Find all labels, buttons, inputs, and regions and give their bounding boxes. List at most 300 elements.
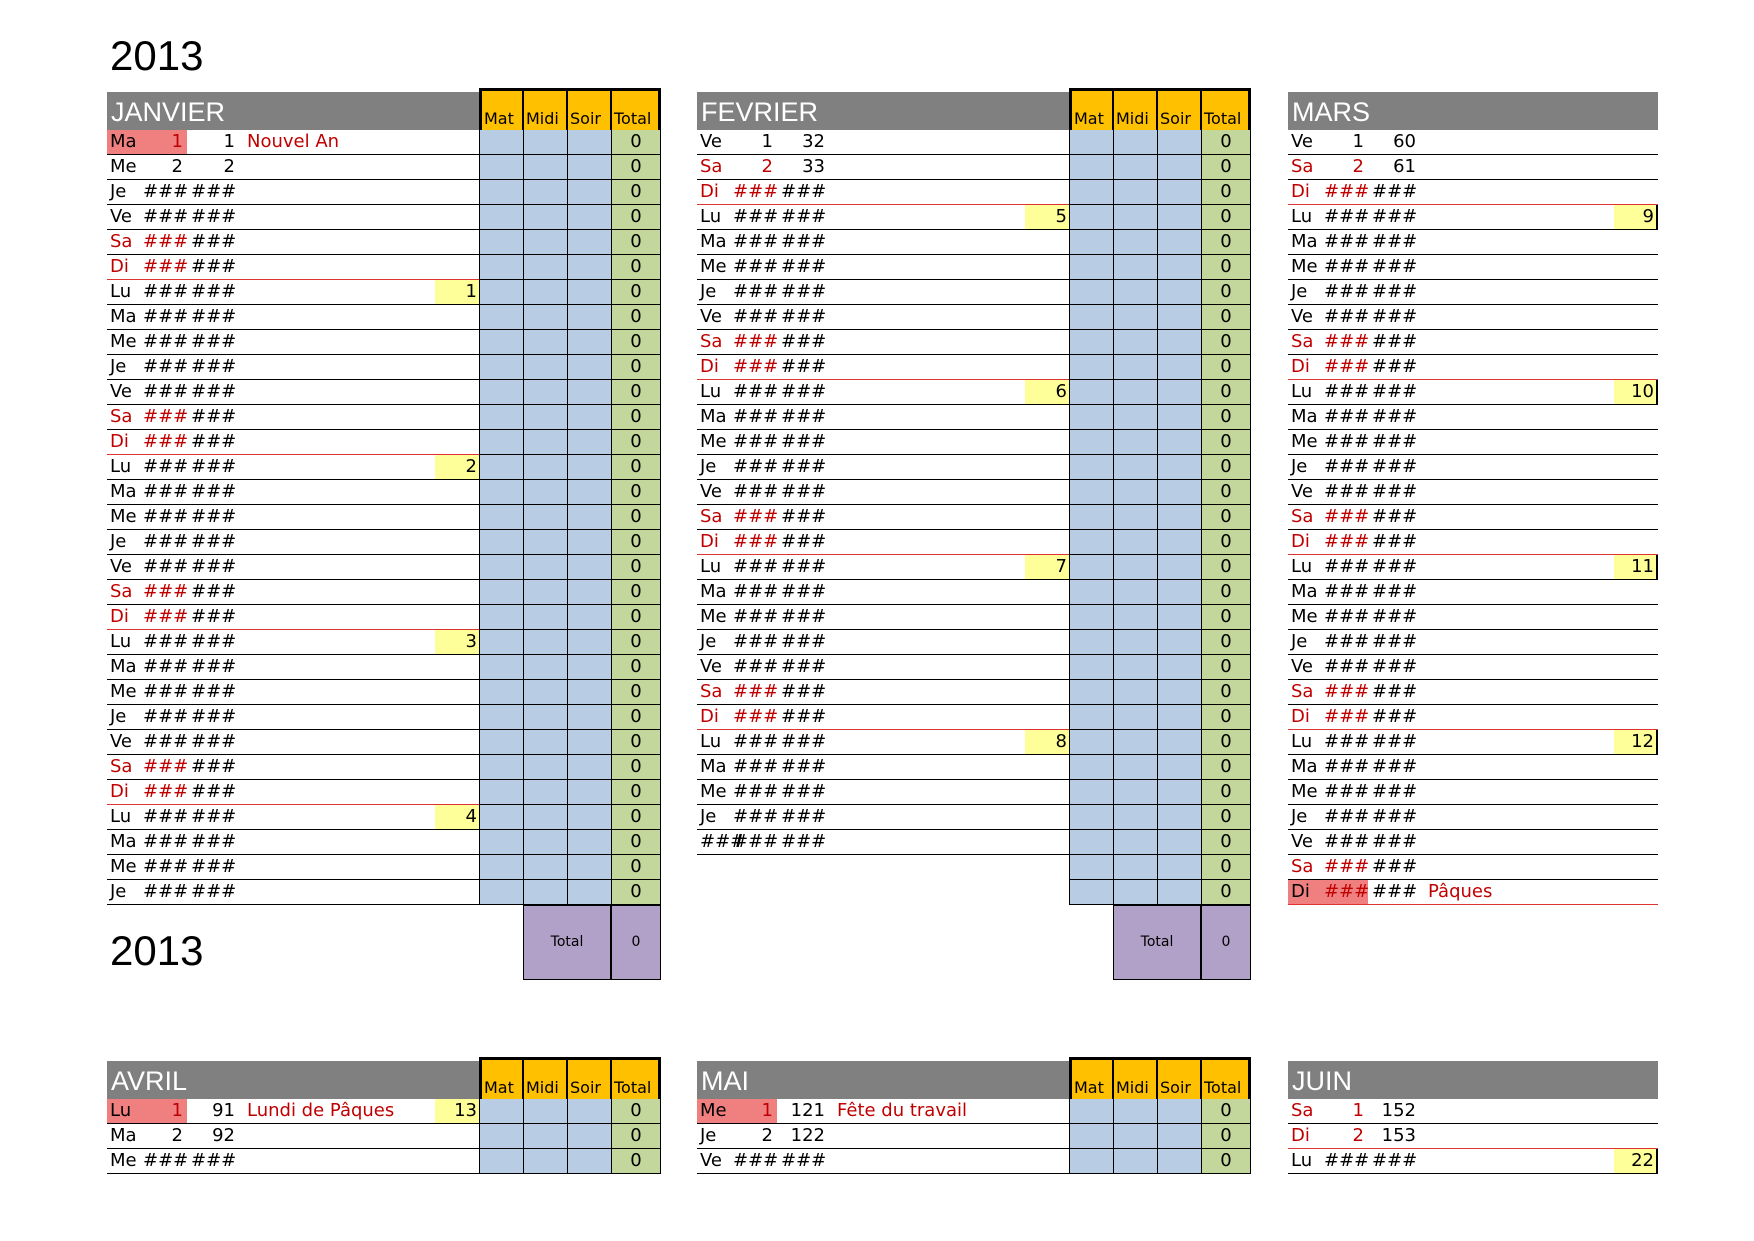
meal-cell-soir[interactable] bbox=[567, 780, 611, 805]
meal-cell-mat[interactable] bbox=[479, 705, 523, 730]
meal-cell-midi[interactable] bbox=[523, 330, 567, 355]
day-abbrev: Ma bbox=[1291, 756, 1318, 777]
meal-cell-mat[interactable] bbox=[479, 505, 523, 530]
day-abbrev: Me bbox=[110, 856, 137, 877]
meal-cell-midi[interactable] bbox=[1113, 455, 1157, 480]
meal-cell-midi[interactable] bbox=[523, 730, 567, 755]
day-of-year: 122 bbox=[790, 1125, 825, 1146]
meal-cell-soir[interactable] bbox=[1157, 805, 1201, 830]
meal-cell-mat[interactable] bbox=[479, 280, 523, 305]
day-abbrev: Ma bbox=[110, 831, 137, 852]
month-total-label: Total bbox=[523, 905, 611, 980]
meal-cell-soir[interactable] bbox=[1157, 780, 1201, 805]
meal-cell-mat[interactable] bbox=[479, 780, 523, 805]
meal-cell-mat[interactable] bbox=[479, 380, 523, 405]
day-abbrev: Lu bbox=[110, 806, 132, 827]
meal-cell-midi[interactable] bbox=[1113, 505, 1157, 530]
day-row bbox=[107, 180, 661, 205]
day-row bbox=[1288, 130, 1658, 155]
meal-cell-midi[interactable] bbox=[1113, 705, 1157, 730]
week-number: 9 bbox=[1614, 205, 1658, 229]
meal-cell-soir[interactable] bbox=[567, 180, 611, 205]
meal-cell-mat[interactable] bbox=[1069, 630, 1113, 655]
meal-cell-mat[interactable] bbox=[479, 205, 523, 230]
meal-cell-soir[interactable] bbox=[1157, 330, 1201, 355]
day-number: ### bbox=[143, 581, 189, 602]
meal-cell-midi[interactable] bbox=[1113, 530, 1157, 555]
meal-cell-soir[interactable] bbox=[1157, 155, 1201, 180]
meal-cell-soir[interactable] bbox=[1157, 230, 1201, 255]
meal-cell-mat[interactable] bbox=[479, 130, 523, 155]
meal-cell-midi[interactable] bbox=[523, 405, 567, 430]
meal-cell-mat[interactable] bbox=[479, 755, 523, 780]
meal-cell-soir[interactable] bbox=[1157, 505, 1201, 530]
meal-cell-midi[interactable] bbox=[523, 280, 567, 305]
meal-cell-midi[interactable] bbox=[1113, 330, 1157, 355]
meal-cell-mat[interactable] bbox=[479, 1124, 523, 1149]
meal-cell-midi[interactable] bbox=[523, 705, 567, 730]
column-header-mat: Mat bbox=[1069, 88, 1113, 130]
day-of-year: ### bbox=[1372, 381, 1418, 402]
meal-cell-midi[interactable] bbox=[1113, 305, 1157, 330]
day-number: ### bbox=[1324, 606, 1370, 627]
day-number: ### bbox=[143, 681, 189, 702]
day-abbrev: Sa bbox=[1291, 331, 1314, 352]
meal-cell-midi[interactable] bbox=[1113, 155, 1157, 180]
day-number: ### bbox=[1324, 531, 1370, 552]
day-abbrev: Je bbox=[110, 881, 127, 902]
day-of-year: ### bbox=[191, 556, 237, 577]
meal-cell-mat[interactable] bbox=[1069, 830, 1113, 855]
day-number: ### bbox=[143, 531, 189, 552]
day-number: ### bbox=[1324, 581, 1370, 602]
meal-cell-mat[interactable] bbox=[479, 405, 523, 430]
day-row bbox=[1288, 855, 1658, 880]
day-abbrev: Ma bbox=[1291, 231, 1318, 252]
meal-cell-midi[interactable] bbox=[1113, 280, 1157, 305]
meal-cell-soir[interactable] bbox=[567, 555, 611, 580]
meal-cell-soir[interactable] bbox=[1157, 280, 1201, 305]
meal-cell-midi[interactable] bbox=[523, 1149, 567, 1174]
day-of-year: ### bbox=[781, 731, 827, 752]
meal-cell-soir[interactable] bbox=[1157, 305, 1201, 330]
meal-cell-midi[interactable] bbox=[523, 555, 567, 580]
meal-cell-mat[interactable] bbox=[479, 855, 523, 880]
meal-cell-mat[interactable] bbox=[1069, 680, 1113, 705]
year-title-middle: 2013 bbox=[110, 927, 204, 974]
meal-cell-mat[interactable] bbox=[479, 455, 523, 480]
meal-cell-midi[interactable] bbox=[1113, 805, 1157, 830]
meal-cell-mat[interactable] bbox=[479, 830, 523, 855]
day-row bbox=[697, 680, 1251, 705]
meal-cell-mat[interactable] bbox=[1069, 505, 1113, 530]
meal-cell-soir[interactable] bbox=[1157, 705, 1201, 730]
meal-cell-mat[interactable] bbox=[479, 1149, 523, 1174]
day-abbrev: Sa bbox=[700, 156, 723, 177]
day-of-year: ### bbox=[1372, 556, 1418, 577]
meal-cell-midi[interactable] bbox=[1113, 605, 1157, 630]
meal-cell-midi[interactable] bbox=[523, 680, 567, 705]
meal-cell-midi[interactable] bbox=[523, 580, 567, 605]
meal-cell-soir[interactable] bbox=[1157, 1124, 1201, 1149]
meal-cell-soir[interactable] bbox=[567, 730, 611, 755]
meal-cell-mat[interactable] bbox=[479, 180, 523, 205]
day-number: 2 bbox=[761, 1125, 773, 1146]
meal-cell-midi[interactable] bbox=[1113, 780, 1157, 805]
meal-cell-midi[interactable] bbox=[523, 205, 567, 230]
meal-cell-soir[interactable] bbox=[567, 1124, 611, 1149]
meal-cell-mat[interactable] bbox=[479, 580, 523, 605]
meal-cell-midi[interactable] bbox=[1113, 480, 1157, 505]
meal-cell-soir[interactable] bbox=[1157, 580, 1201, 605]
day-of-year: ### bbox=[1372, 306, 1418, 327]
meal-cell-soir[interactable] bbox=[1157, 430, 1201, 455]
meal-cell-midi[interactable] bbox=[1113, 430, 1157, 455]
meal-cell-soir[interactable] bbox=[1157, 755, 1201, 780]
meal-cell-midi[interactable] bbox=[1113, 880, 1157, 905]
meal-cell-mat[interactable] bbox=[479, 330, 523, 355]
day-of-year: ### bbox=[781, 181, 827, 202]
meal-cell-mat[interactable] bbox=[1069, 755, 1113, 780]
day-row bbox=[1288, 630, 1658, 655]
meal-cell-midi[interactable] bbox=[1113, 655, 1157, 680]
day-of-year: ### bbox=[781, 506, 827, 527]
column-header-total: Total bbox=[611, 1057, 661, 1099]
meal-cell-midi[interactable] bbox=[523, 180, 567, 205]
day-abbrev: Sa bbox=[700, 681, 723, 702]
day-row bbox=[697, 355, 1251, 380]
meal-cell-soir[interactable] bbox=[1157, 530, 1201, 555]
meal-cell-soir[interactable] bbox=[567, 1149, 611, 1174]
meal-cell-midi[interactable] bbox=[1113, 1149, 1157, 1174]
meal-cell-midi[interactable] bbox=[1113, 255, 1157, 280]
meal-cell-mat[interactable] bbox=[1069, 1124, 1113, 1149]
meal-cell-midi[interactable] bbox=[1113, 355, 1157, 380]
meal-cell-soir[interactable] bbox=[1157, 255, 1201, 280]
meal-cell-mat[interactable] bbox=[479, 530, 523, 555]
meal-cell-soir[interactable] bbox=[567, 230, 611, 255]
meal-cell-midi[interactable] bbox=[523, 1099, 567, 1124]
meal-cell-midi[interactable] bbox=[523, 630, 567, 655]
meal-cell-soir[interactable] bbox=[1157, 180, 1201, 205]
day-row bbox=[1288, 780, 1658, 805]
meal-cell-midi[interactable] bbox=[523, 480, 567, 505]
day-total-cell: 0 bbox=[1201, 1149, 1251, 1174]
day-abbrev: Lu bbox=[110, 631, 132, 652]
meal-cell-mat[interactable] bbox=[1069, 555, 1113, 580]
meal-cell-midi[interactable] bbox=[523, 355, 567, 380]
meal-cell-midi[interactable] bbox=[1113, 755, 1157, 780]
meal-cell-mat[interactable] bbox=[1069, 380, 1113, 405]
meal-cell-midi[interactable] bbox=[523, 430, 567, 455]
meal-cell-soir[interactable] bbox=[567, 580, 611, 605]
meal-cell-soir[interactable] bbox=[567, 305, 611, 330]
day-abbrev: Me bbox=[1291, 606, 1318, 627]
day-total-cell: 0 bbox=[1201, 305, 1251, 330]
meal-cell-mat[interactable] bbox=[1069, 480, 1113, 505]
day-row bbox=[1288, 1149, 1658, 1174]
meal-cell-midi[interactable] bbox=[523, 855, 567, 880]
meal-cell-mat[interactable] bbox=[1069, 530, 1113, 555]
meal-cell-soir[interactable] bbox=[567, 155, 611, 180]
meal-cell-mat[interactable] bbox=[1069, 405, 1113, 430]
day-total-cell: 0 bbox=[1201, 805, 1251, 830]
meal-cell-mat[interactable] bbox=[479, 305, 523, 330]
meal-cell-midi[interactable] bbox=[523, 380, 567, 405]
meal-cell-soir[interactable] bbox=[1157, 480, 1201, 505]
day-abbrev: Je bbox=[110, 356, 127, 377]
meal-cell-mat[interactable] bbox=[1069, 1099, 1113, 1124]
meal-cell-mat[interactable] bbox=[1069, 455, 1113, 480]
meal-cell-soir[interactable] bbox=[1157, 130, 1201, 155]
meal-cell-midi[interactable] bbox=[523, 830, 567, 855]
meal-cell-midi[interactable] bbox=[523, 455, 567, 480]
meal-cell-mat[interactable] bbox=[1069, 705, 1113, 730]
day-number: ### bbox=[733, 756, 779, 777]
meal-cell-soir[interactable] bbox=[567, 380, 611, 405]
meal-cell-soir[interactable] bbox=[1157, 605, 1201, 630]
meal-cell-soir[interactable] bbox=[1157, 205, 1201, 230]
meal-cell-mat[interactable] bbox=[1069, 880, 1113, 905]
meal-cell-midi[interactable] bbox=[523, 655, 567, 680]
day-total-cell: 0 bbox=[611, 605, 661, 630]
meal-cell-mat[interactable] bbox=[1069, 780, 1113, 805]
meal-cell-soir[interactable] bbox=[1157, 855, 1201, 880]
day-row bbox=[1288, 1124, 1658, 1149]
meal-cell-mat[interactable] bbox=[479, 630, 523, 655]
meal-cell-mat[interactable] bbox=[1069, 730, 1113, 755]
meal-cell-soir[interactable] bbox=[567, 605, 611, 630]
meal-cell-mat[interactable] bbox=[1069, 155, 1113, 180]
meal-cell-soir[interactable] bbox=[567, 280, 611, 305]
day-number: ### bbox=[143, 356, 189, 377]
holiday-name: Fête du travail bbox=[837, 1100, 968, 1121]
meal-cell-mat[interactable] bbox=[479, 680, 523, 705]
meal-cell-midi[interactable] bbox=[1113, 730, 1157, 755]
meal-cell-midi[interactable] bbox=[1113, 630, 1157, 655]
day-of-year: ### bbox=[781, 481, 827, 502]
meal-cell-soir[interactable] bbox=[1157, 630, 1201, 655]
meal-cell-midi[interactable] bbox=[1113, 130, 1157, 155]
meal-cell-soir[interactable] bbox=[1157, 455, 1201, 480]
meal-cell-mat[interactable] bbox=[479, 805, 523, 830]
meal-cell-mat[interactable] bbox=[1069, 430, 1113, 455]
holiday-name: Pâques bbox=[1428, 881, 1493, 902]
meal-cell-soir[interactable] bbox=[567, 755, 611, 780]
meal-cell-soir[interactable] bbox=[567, 880, 611, 905]
day-total-cell: 0 bbox=[611, 580, 661, 605]
meal-cell-soir[interactable] bbox=[567, 255, 611, 280]
meal-cell-soir[interactable] bbox=[1157, 380, 1201, 405]
meal-cell-soir[interactable] bbox=[567, 630, 611, 655]
meal-cell-mat[interactable] bbox=[1069, 130, 1113, 155]
day-row bbox=[107, 630, 661, 655]
meal-cell-soir[interactable] bbox=[1157, 730, 1201, 755]
day-of-year: ### bbox=[191, 506, 237, 527]
column-header-soir: Soir bbox=[567, 88, 611, 130]
day-row bbox=[697, 180, 1251, 205]
meal-cell-midi[interactable] bbox=[523, 1124, 567, 1149]
meal-cell-mat[interactable] bbox=[1069, 205, 1113, 230]
meal-cell-soir[interactable] bbox=[567, 505, 611, 530]
day-of-year: ### bbox=[1372, 181, 1418, 202]
day-row bbox=[107, 1124, 661, 1149]
meal-cell-mat[interactable] bbox=[1069, 580, 1113, 605]
meal-cell-soir[interactable] bbox=[567, 530, 611, 555]
meal-cell-mat[interactable] bbox=[479, 1099, 523, 1124]
meal-cell-soir[interactable] bbox=[567, 430, 611, 455]
meal-cell-midi[interactable] bbox=[1113, 555, 1157, 580]
meal-cell-mat[interactable] bbox=[479, 430, 523, 455]
meal-cell-midi[interactable] bbox=[1113, 405, 1157, 430]
meal-cell-midi[interactable] bbox=[523, 505, 567, 530]
meal-cell-soir[interactable] bbox=[567, 655, 611, 680]
meal-cell-soir[interactable] bbox=[1157, 880, 1201, 905]
meal-cell-mat[interactable] bbox=[1069, 330, 1113, 355]
meal-cell-midi[interactable] bbox=[1113, 830, 1157, 855]
day-number: ### bbox=[143, 1150, 189, 1171]
meal-cell-midi[interactable] bbox=[1113, 380, 1157, 405]
day-abbrev: Sa bbox=[700, 331, 723, 352]
meal-cell-soir[interactable] bbox=[567, 805, 611, 830]
day-total-cell: 0 bbox=[1201, 730, 1251, 755]
day-of-year: 33 bbox=[802, 156, 825, 177]
meal-cell-soir[interactable] bbox=[567, 330, 611, 355]
meal-cell-mat[interactable] bbox=[1069, 605, 1113, 630]
meal-cell-mat[interactable] bbox=[479, 230, 523, 255]
week-number: 8 bbox=[1025, 730, 1069, 754]
meal-cell-midi[interactable] bbox=[523, 805, 567, 830]
meal-cell-mat[interactable] bbox=[1069, 655, 1113, 680]
day-row bbox=[107, 655, 661, 680]
meal-cell-mat[interactable] bbox=[1069, 230, 1113, 255]
meal-cell-soir[interactable] bbox=[567, 405, 611, 430]
day-abbrev: Me bbox=[700, 781, 727, 802]
day-abbrev: Je bbox=[110, 181, 127, 202]
meal-cell-midi[interactable] bbox=[1113, 855, 1157, 880]
day-total-cell: 0 bbox=[611, 180, 661, 205]
meal-cell-soir[interactable] bbox=[1157, 680, 1201, 705]
meal-cell-soir[interactable] bbox=[1157, 555, 1201, 580]
meal-cell-soir[interactable] bbox=[1157, 830, 1201, 855]
meal-cell-mat[interactable] bbox=[479, 730, 523, 755]
meal-cell-mat[interactable] bbox=[479, 255, 523, 280]
meal-cell-mat[interactable] bbox=[479, 655, 523, 680]
day-row bbox=[1288, 755, 1658, 780]
day-abbrev: Je bbox=[700, 631, 717, 652]
week-number: 7 bbox=[1025, 555, 1069, 579]
meal-cell-midi[interactable] bbox=[523, 880, 567, 905]
day-total-cell: 0 bbox=[1201, 580, 1251, 605]
meal-cell-soir[interactable] bbox=[1157, 355, 1201, 380]
meal-cell-mat[interactable] bbox=[479, 880, 523, 905]
meal-cell-midi[interactable] bbox=[523, 230, 567, 255]
day-abbrev: Sa bbox=[1291, 156, 1314, 177]
meal-cell-midi[interactable] bbox=[523, 755, 567, 780]
day-total-cell: 0 bbox=[1201, 480, 1251, 505]
day-number: ### bbox=[1324, 181, 1370, 202]
meal-cell-mat[interactable] bbox=[479, 555, 523, 580]
day-abbrev: Me bbox=[700, 256, 727, 277]
day-of-year: ### bbox=[191, 856, 237, 877]
day-abbrev: Sa bbox=[110, 756, 133, 777]
meal-cell-mat[interactable] bbox=[479, 355, 523, 380]
meal-cell-midi[interactable] bbox=[523, 155, 567, 180]
day-row bbox=[697, 330, 1251, 355]
meal-cell-soir[interactable] bbox=[1157, 1099, 1201, 1124]
meal-cell-soir[interactable] bbox=[567, 680, 611, 705]
day-abbrev: Di bbox=[110, 606, 129, 627]
day-number: ### bbox=[143, 431, 189, 452]
meal-cell-mat[interactable] bbox=[479, 480, 523, 505]
meal-cell-midi[interactable] bbox=[523, 530, 567, 555]
meal-cell-mat[interactable] bbox=[479, 605, 523, 630]
day-abbrev: Di bbox=[1291, 181, 1310, 202]
meal-cell-mat[interactable] bbox=[1069, 855, 1113, 880]
meal-cell-soir[interactable] bbox=[1157, 405, 1201, 430]
meal-cell-midi[interactable] bbox=[523, 255, 567, 280]
day-row bbox=[697, 430, 1251, 455]
meal-cell-mat[interactable] bbox=[1069, 355, 1113, 380]
meal-cell-soir[interactable] bbox=[567, 455, 611, 480]
meal-cell-mat[interactable] bbox=[1069, 180, 1113, 205]
meal-cell-soir[interactable] bbox=[567, 205, 611, 230]
year-title-top: 2013 bbox=[110, 32, 204, 79]
day-of-year: ### bbox=[781, 406, 827, 427]
meal-cell-midi[interactable] bbox=[1113, 1124, 1157, 1149]
meal-cell-midi[interactable] bbox=[1113, 1099, 1157, 1124]
meal-cell-mat[interactable] bbox=[1069, 1149, 1113, 1174]
day-abbrev: Ve bbox=[1291, 131, 1313, 152]
meal-cell-soir[interactable] bbox=[567, 1099, 611, 1124]
day-number: 2 bbox=[1352, 156, 1364, 177]
meal-cell-soir[interactable] bbox=[567, 830, 611, 855]
meal-cell-mat[interactable] bbox=[1069, 255, 1113, 280]
meal-cell-soir[interactable] bbox=[567, 855, 611, 880]
meal-cell-mat[interactable] bbox=[1069, 305, 1113, 330]
day-number: ### bbox=[1324, 206, 1370, 227]
day-abbrev: Je bbox=[1291, 631, 1308, 652]
meal-cell-mat[interactable] bbox=[479, 155, 523, 180]
meal-cell-soir[interactable] bbox=[1157, 1149, 1201, 1174]
week-number: 4 bbox=[435, 805, 479, 829]
day-abbrev: Je bbox=[1291, 456, 1308, 477]
day-row bbox=[107, 555, 661, 580]
meal-cell-midi[interactable] bbox=[523, 780, 567, 805]
meal-cell-soir[interactable] bbox=[567, 130, 611, 155]
meal-cell-midi[interactable] bbox=[1113, 580, 1157, 605]
meal-cell-midi[interactable] bbox=[1113, 205, 1157, 230]
meal-cell-midi[interactable] bbox=[523, 305, 567, 330]
meal-cell-midi[interactable] bbox=[523, 605, 567, 630]
day-row bbox=[1288, 1099, 1658, 1124]
meal-cell-soir[interactable] bbox=[567, 355, 611, 380]
month-header bbox=[107, 1061, 479, 1099]
meal-cell-soir[interactable] bbox=[567, 705, 611, 730]
meal-cell-mat[interactable] bbox=[1069, 805, 1113, 830]
meal-cell-midi[interactable] bbox=[1113, 680, 1157, 705]
day-number: ### bbox=[143, 731, 189, 752]
day-abbrev: Je bbox=[110, 531, 127, 552]
meal-cell-mat[interactable] bbox=[1069, 280, 1113, 305]
meal-cell-midi[interactable] bbox=[1113, 180, 1157, 205]
meal-cell-soir[interactable] bbox=[1157, 655, 1201, 680]
meal-cell-midi[interactable] bbox=[1113, 230, 1157, 255]
day-row bbox=[107, 580, 661, 605]
meal-cell-midi[interactable] bbox=[523, 130, 567, 155]
day-abbrev: Ve bbox=[700, 1150, 722, 1171]
meal-cell-soir[interactable] bbox=[567, 480, 611, 505]
